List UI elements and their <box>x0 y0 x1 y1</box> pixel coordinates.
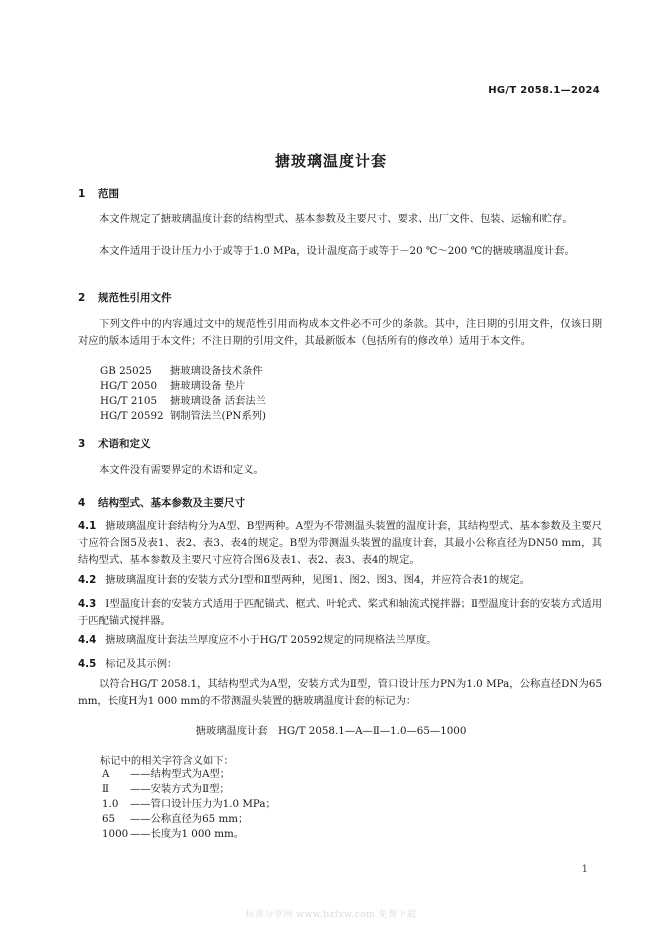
legend-symbol: 1.0 <box>102 798 119 810</box>
clause-text: Ⅰ型温度计套的安装方式适用于匹配锚式、框式、叶轮式、桨式和轴流式搅拌器；Ⅱ型温度计套的安装方式适用于匹配锚式搅拌器。 <box>78 598 602 627</box>
section-2-heading <box>78 290 172 305</box>
reference-item <box>100 364 266 379</box>
clause-number: 4.2 <box>78 574 97 586</box>
legend-item <box>102 767 276 782</box>
page-number: 1 <box>581 864 588 875</box>
section-number: 3 <box>78 438 86 450</box>
clause-4-5 <box>78 656 602 673</box>
legend-title: 标记中的相关字符含义如下： <box>100 755 234 767</box>
clause-number: 4.5 <box>78 658 97 670</box>
section-title: 结构型式、基本参数及主要尺寸 <box>98 497 245 509</box>
reference-title: 搪玻璃设备技术条件 <box>170 365 263 377</box>
reference-list <box>100 364 266 424</box>
clause-text: 标记及其示例： <box>105 658 178 670</box>
marking-legend <box>102 767 276 842</box>
section-title: 规范性引用文件 <box>98 292 172 304</box>
references-paragraph: 下列文件中的内容通过文中的规范性引用而构成本文件必不可少的条款。其中，注日期的引用文件，仅该日期对应的版本适用于本文件；不注日期的引用文件，其最新版本（包括所有的修改单）适用于本文件。 <box>78 318 602 347</box>
clause-number: 4.4 <box>78 634 97 646</box>
legend-symbol: Ⅱ <box>102 783 109 795</box>
section-number: 2 <box>78 292 86 304</box>
legend-description: ——结构型式为A型； <box>130 768 231 780</box>
reference-item <box>100 409 266 424</box>
clause-4-1 <box>78 518 602 569</box>
reference-code: HG/T 2050 <box>100 380 158 392</box>
section-1-heading <box>78 186 119 201</box>
scope-paragraph-1: 本文件规定了搪玻璃温度计套的结构型式、基本参数及主要尺寸、要求、出厂文件、包装、运输和贮存。 <box>99 213 573 225</box>
section-number: 1 <box>78 188 86 200</box>
legend-description: ——管口设计压力为1.0 MPa； <box>130 798 276 810</box>
legend-description: ——长度为1 000 mm。 <box>130 828 245 840</box>
section-4-heading <box>78 495 245 510</box>
reference-code: HG/T 2105 <box>100 395 158 407</box>
legend-item <box>102 782 276 797</box>
marking-example-paragraph: 以符合HG/T 2058.1，其结构型式为A型，安装方式为Ⅱ型，管口设计压力PN为1.0 MPa，公称直径DN为65 mm，长度H为1 000 mm的不带测温头装置的搪玻璃温度计套的标记为： <box>78 678 602 707</box>
legend-symbol: A <box>102 768 110 780</box>
document-title: 搪玻璃温度计套 <box>274 152 387 170</box>
legend-item <box>102 797 276 812</box>
clause-4-4 <box>78 632 602 649</box>
legend-symbol: 65 <box>102 813 116 825</box>
standard-number: HG/T 2058.1—2024 <box>488 85 600 96</box>
legend-item <box>102 812 276 827</box>
legend-symbol: 1000 <box>102 828 129 840</box>
reference-code: GB 25025 <box>100 365 152 377</box>
clause-text: 搪玻璃温度计套的安装方式分Ⅰ型和Ⅱ型两种，见图1、图2、图3、图4，并应符合表1的规定。 <box>105 574 531 586</box>
clause-4-3 <box>78 596 602 630</box>
reference-code: HG/T 20592 <box>100 410 164 422</box>
clause-number: 4.3 <box>78 598 97 610</box>
reference-title: 搪玻璃设备 活套法兰 <box>170 395 266 407</box>
clause-text: 搪玻璃温度计套结构分为A型、B型两种。A型为不带测温头装置的温度计套，其结构型式、基本参数及主要尺寸应符合图5及表1、表2、表3、表4的规定。B型为带测温头装置的温度计套，其最小公称直径为DN50 mm，其结构型式、基本参数及主要尺寸应符合图6及表1、表2、表3、表4的规定。 <box>78 520 602 566</box>
scope-paragraph-2: 本文件适用于设计压力小于或等于1.0 MPa，设计温度高于或等于－20 ℃～200 ℃的搪玻璃温度计套。 <box>99 245 575 257</box>
section-title: 范围 <box>98 188 119 200</box>
legend-item <box>102 827 276 842</box>
clause-number: 4.1 <box>78 520 97 532</box>
section-number: 4 <box>78 497 86 509</box>
reference-title: 钢制管法兰(PN系列) <box>170 410 267 422</box>
reference-item <box>100 394 266 409</box>
section-3-heading <box>78 436 151 451</box>
legend-description: ——安装方式为Ⅱ型； <box>130 783 230 795</box>
terms-paragraph: 本文件没有需要界定的术语和定义。 <box>99 464 264 476</box>
marking-example: 搪玻璃温度计套 HG/T 2058.1—A—Ⅱ—1.0—65—1000 <box>195 725 467 737</box>
reference-item <box>100 379 266 394</box>
clause-text: 搪玻璃温度计套法兰厚度应不小于HG/T 20592规定的同规格法兰厚度。 <box>105 634 437 646</box>
section-title: 术语和定义 <box>98 438 151 450</box>
legend-description: ——公称直径为65 mm； <box>130 813 249 825</box>
footer-watermark: 标准分享网 www.bzfxw.com 免费下载 <box>245 910 417 920</box>
clause-4-2 <box>78 572 602 589</box>
reference-title: 搪玻璃设备 垫片 <box>170 380 246 392</box>
